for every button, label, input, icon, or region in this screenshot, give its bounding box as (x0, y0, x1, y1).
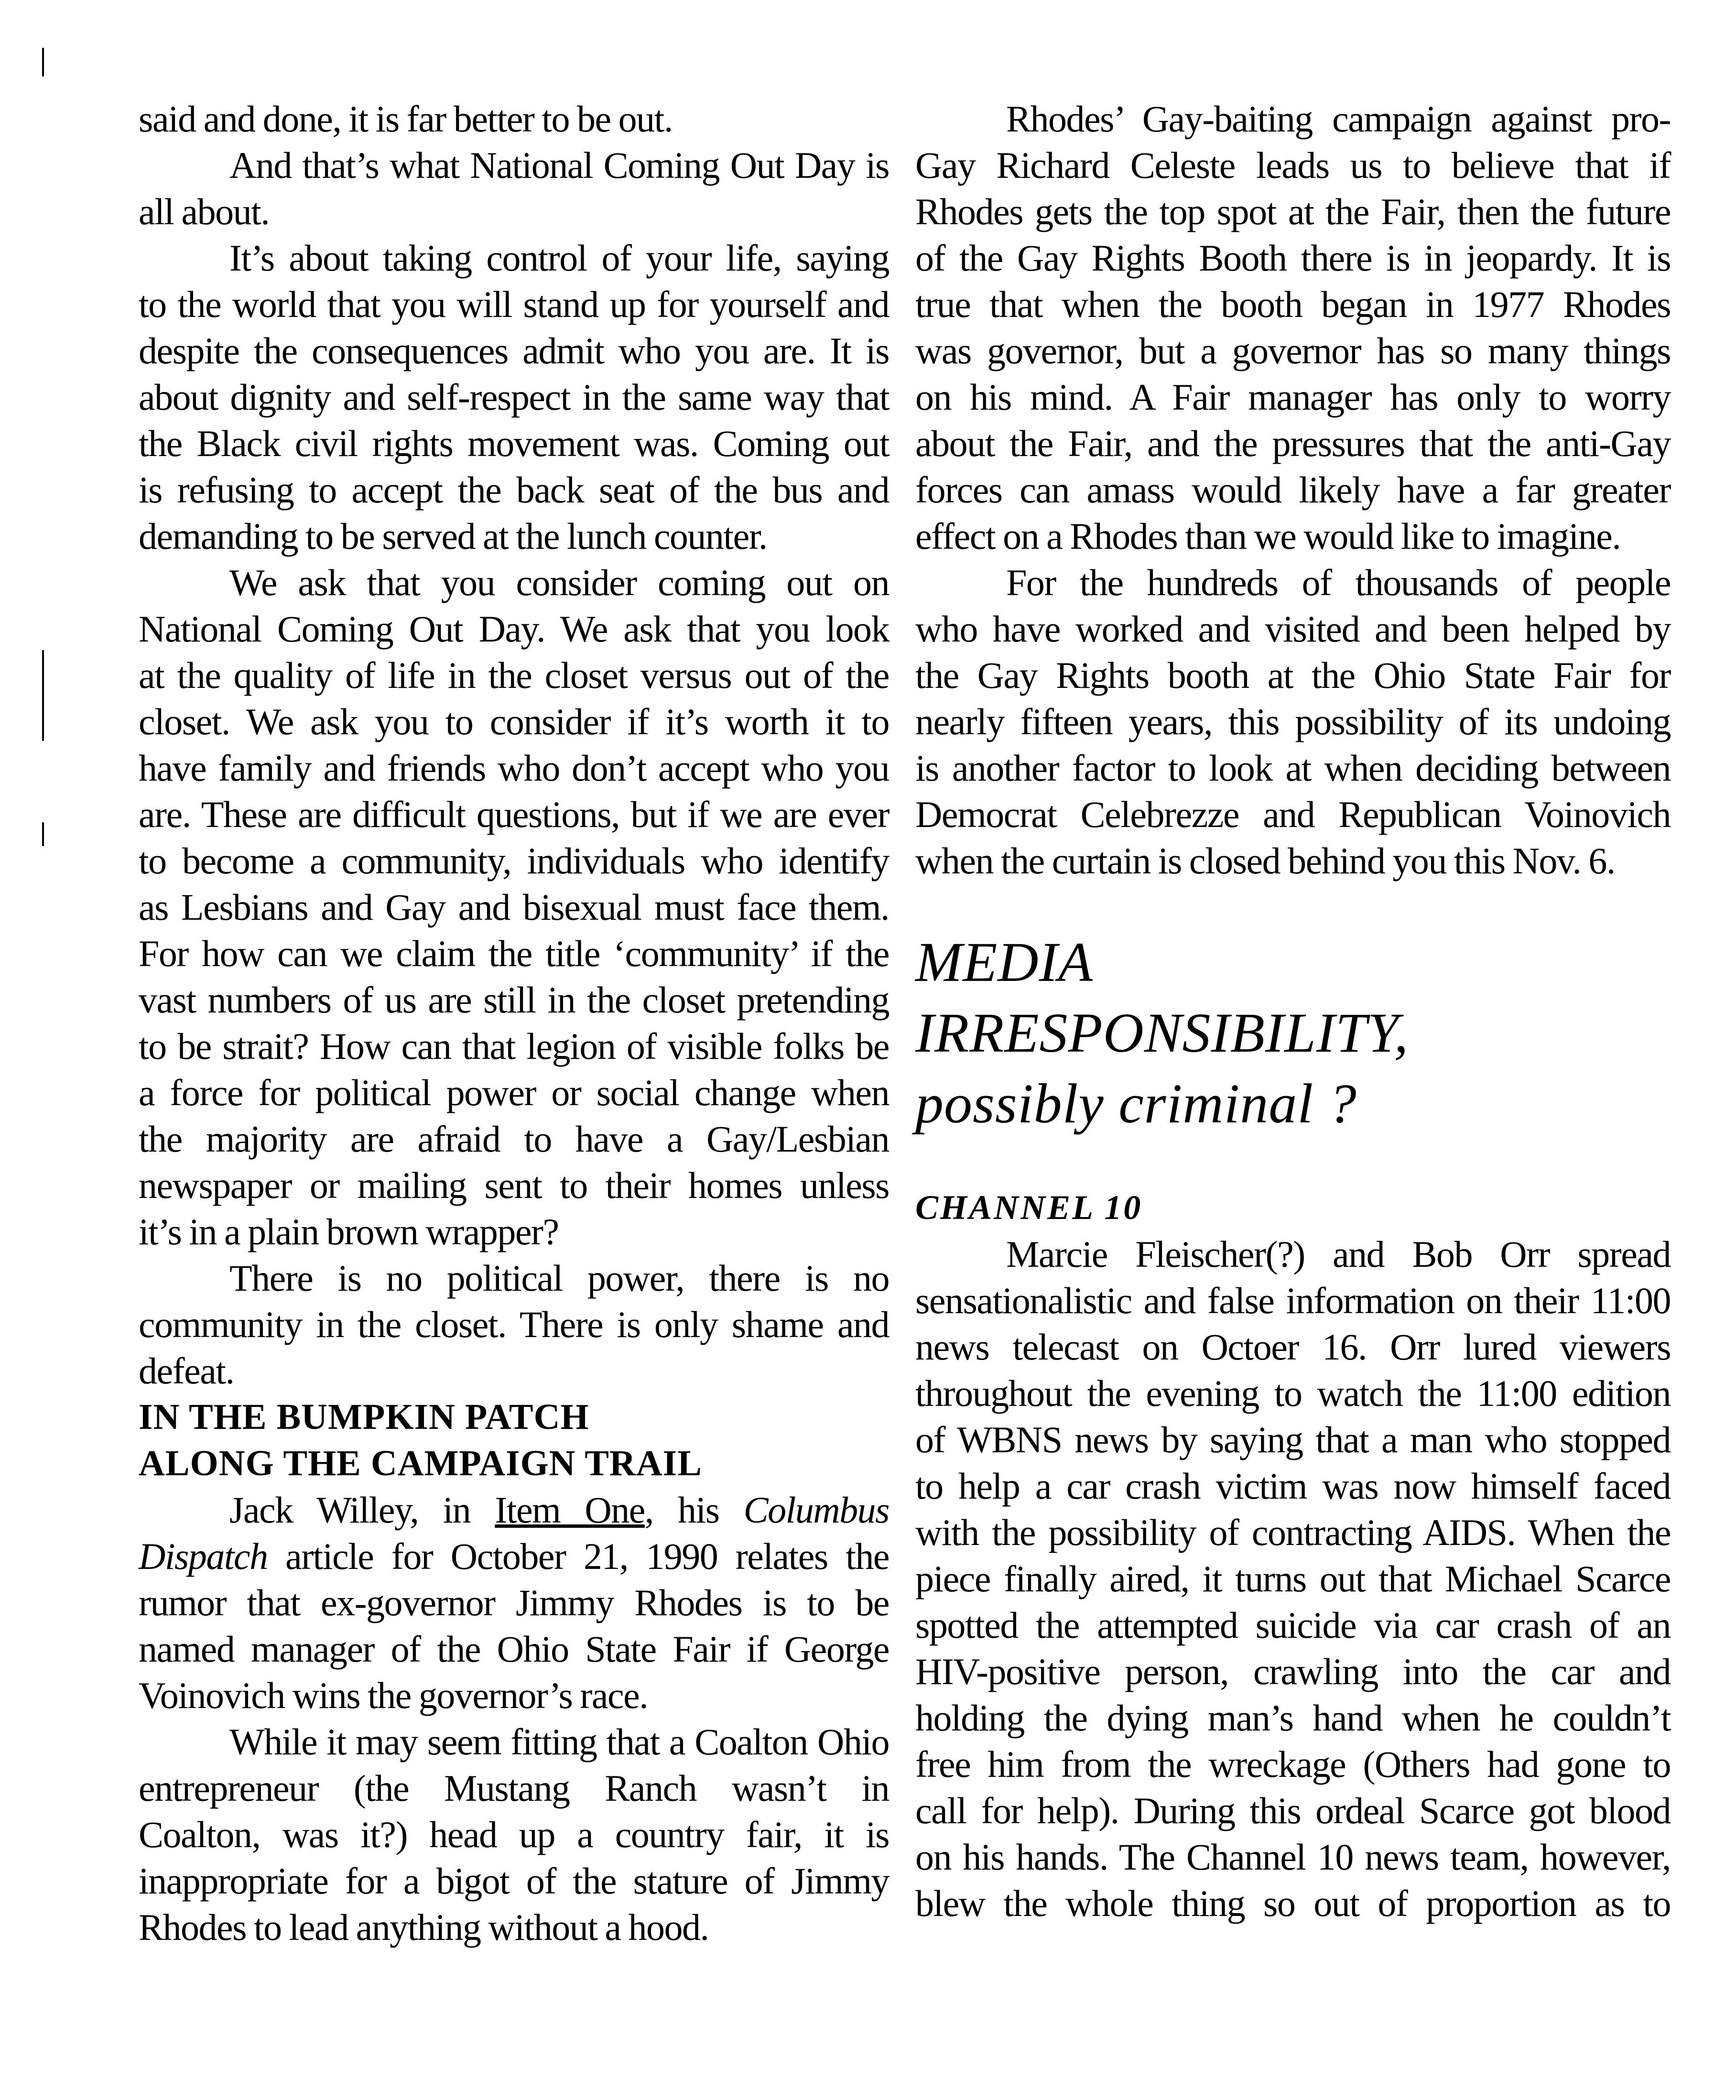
text-line: demanding to be served at the lunch counter. (139, 515, 767, 557)
text-line: as Lesbians and Gay and bisexual must face them. (139, 886, 889, 928)
headline-line: IRRESPONSIBILITY, (915, 1001, 1409, 1064)
section-heading-line: IN THE BUMPKIN PATCH (139, 1397, 589, 1437)
text-run: , his (644, 1489, 744, 1531)
text-line: all about. (139, 191, 270, 232)
text-line: rumor that ex-governor Jimmy Rhodes is to be (139, 1582, 889, 1623)
text-line: about dignity and self-respect in the same way that (139, 376, 889, 418)
text-line: Rhodes’ Gay-baiting campaign against pro- (1006, 98, 1671, 140)
text-line: blew the whole thing so out of proportion as to (915, 1882, 1671, 1924)
scan-margin-mark (42, 48, 44, 76)
text-line: While it may seem fitting that a Coalton Ohio (229, 1721, 889, 1763)
text-line: the majority are afraid to have a Gay/Lesbian (139, 1118, 889, 1160)
text-line (139, 1533, 889, 1579)
paragraph (139, 1487, 889, 1719)
paragraph (139, 235, 889, 559)
text-line: true that when the booth began in 1977 Rhodes (915, 283, 1671, 325)
paragraph (139, 142, 889, 235)
headline-line: possibly criminal ? (915, 1072, 1357, 1135)
text-line: throughout the evening to watch the 11:00 edition (915, 1372, 1671, 1414)
text-line: It’s about taking control of your life, saying (229, 237, 889, 279)
item-one-reference: Item One (495, 1489, 645, 1531)
text-line: Voinovich wins the governor’s race. (139, 1675, 648, 1716)
text-line: inappropriate for a bigot of the stature of Jimmy (139, 1860, 889, 1902)
text-line: on his hands. The Channel 10 news team, however, (915, 1836, 1671, 1878)
text-line: forces can amass would likely have a far greater (915, 469, 1671, 511)
text-line: a force for political power or social change when (139, 1072, 889, 1113)
text-line: when the curtain is closed behind you this Nov. 6. (915, 840, 1615, 881)
text-line: the Gay Rights booth at the Ohio State Fair for (915, 654, 1671, 696)
section-heading (139, 1394, 889, 1487)
text-line: to be strait? How can that legion of visible folks be (139, 1025, 889, 1067)
text-line: sensationalistic and false information on their 11:00 (915, 1280, 1671, 1321)
paragraph (139, 1255, 889, 1394)
text-line: are. These are difficult questions, but if we are ever (139, 794, 889, 835)
text-line: on his mind. A Fair manager has only to worry (915, 376, 1671, 418)
text-line: said and done, it is far better to be out. (139, 98, 673, 140)
text-line: And that’s what National Coming Out Day is (229, 144, 889, 186)
text-line: For the hundreds of thousands of people (1006, 562, 1671, 603)
text-line: HIV-positive person, crawling into the car and (915, 1651, 1671, 1692)
text-line: effect on a Rhodes than we would like to imagine. (915, 515, 1621, 557)
text-line: was governor, but a governor has so many things (915, 330, 1671, 371)
text-line: news telecast on Octoer 16. Orr lured viewers (915, 1326, 1671, 1368)
text-line: nearly fifteen years, this possibility of its undoing (915, 701, 1671, 742)
scan-margin-mark (42, 650, 44, 741)
text-line: to the world that you will stand up for yourself and (139, 283, 889, 325)
paragraph-continuation (139, 1579, 889, 1719)
scan-margin-mark (42, 822, 44, 846)
text-run: Jack Willey, in (229, 1489, 495, 1531)
left-column (139, 96, 889, 1950)
text-line: of the Gay Rights Booth there is in jeopardy. It is (915, 237, 1671, 279)
text-line: Democrat Celebrezze and Republican Voinovich (915, 794, 1671, 835)
text-line: who have worked and visited and been helped by (915, 608, 1671, 650)
text-line: vast numbers of us are still in the closet pretending (139, 979, 889, 1021)
text-line: newspaper or mailing sent to their homes unless (139, 1164, 889, 1206)
text-line: to become a community, individuals who identify (139, 840, 889, 881)
text-line: about the Fair, and the pressures that the anti-Gay (915, 423, 1671, 464)
text-run: article for October 21, 1990 relates the (267, 1535, 889, 1577)
paragraph (915, 559, 1671, 884)
paragraph (139, 559, 889, 1255)
text-line: despite the consequences admit who you are. It is (139, 330, 889, 371)
paragraph (139, 1719, 889, 1950)
paragraph (139, 96, 889, 142)
text-line: Gay Richard Celeste leads us to believe that if (915, 144, 1671, 186)
text-line: Marcie Fleischer(?) and Bob Orr spread (1006, 1233, 1671, 1275)
text-line: have family and friends who don’t accept who you (139, 747, 889, 789)
text-line: Coalton, was it?) head up a country fair, it is (139, 1814, 889, 1855)
text-line: at the quality of life in the closet versus out of the (139, 654, 889, 696)
text-line: There is no political power, there is no (229, 1257, 889, 1299)
text-line: defeat. (139, 1350, 234, 1392)
text-line: the Black civil rights movement was. Coming out (139, 423, 889, 464)
text-line: with the possibility of contracting AIDS. When the (915, 1512, 1671, 1553)
text-line (139, 1487, 889, 1533)
text-line: to help a car crash victim was now himself faced (915, 1465, 1671, 1507)
text-line: National Coming Out Day. We ask that you look (139, 608, 889, 650)
text-line: Rhodes gets the top spot at the Fair, then the future (915, 191, 1671, 232)
text-line: is refusing to accept the back seat of the bus and (139, 469, 889, 511)
subheading: CHANNEL 10 (915, 1188, 1143, 1227)
text-line: spotted the attempted suicide via car crash of an (915, 1604, 1671, 1646)
text-line: Rhodes to lead anything without a hood. (139, 1906, 709, 1948)
text-line: named manager of the Ohio State Fair if George (139, 1628, 889, 1670)
text-line: For how can we claim the title ‘community’ if the (139, 933, 889, 974)
publication-title: Dispatch (139, 1535, 268, 1577)
text-line: free him from the wreckage (Others had gone to (915, 1743, 1671, 1785)
text-line: call for help). During this ordeal Scarce got blood (915, 1790, 1671, 1831)
text-line: is another factor to look at when deciding between (915, 747, 1671, 789)
text-line: community in the closet. There is only shame and (139, 1304, 889, 1345)
section-heading-line: ALONG THE CAMPAIGN TRAIL (139, 1443, 702, 1483)
publication-title: Columbus (743, 1489, 889, 1531)
text-line: We ask that you consider coming out on (229, 562, 889, 603)
text-line: of WBNS news by saying that a man who stopped (915, 1419, 1671, 1460)
text-line: entrepreneur (the Mustang Ranch wasn’t in (139, 1767, 889, 1809)
paragraph (915, 96, 1671, 559)
text-line: holding the dying man’s hand when he couldn’t (915, 1697, 1671, 1739)
right-column (915, 96, 1671, 1926)
text-line: it’s in a plain brown wrapper? (139, 1211, 559, 1252)
text-line: closet. We ask you to consider if it’s worth it to (139, 701, 889, 742)
headline (915, 927, 1671, 1139)
text-line: piece finally aired, it turns out that Michael Scarce (915, 1558, 1671, 1599)
paragraph (915, 1231, 1671, 1926)
headline-line: MEDIA (915, 931, 1093, 993)
